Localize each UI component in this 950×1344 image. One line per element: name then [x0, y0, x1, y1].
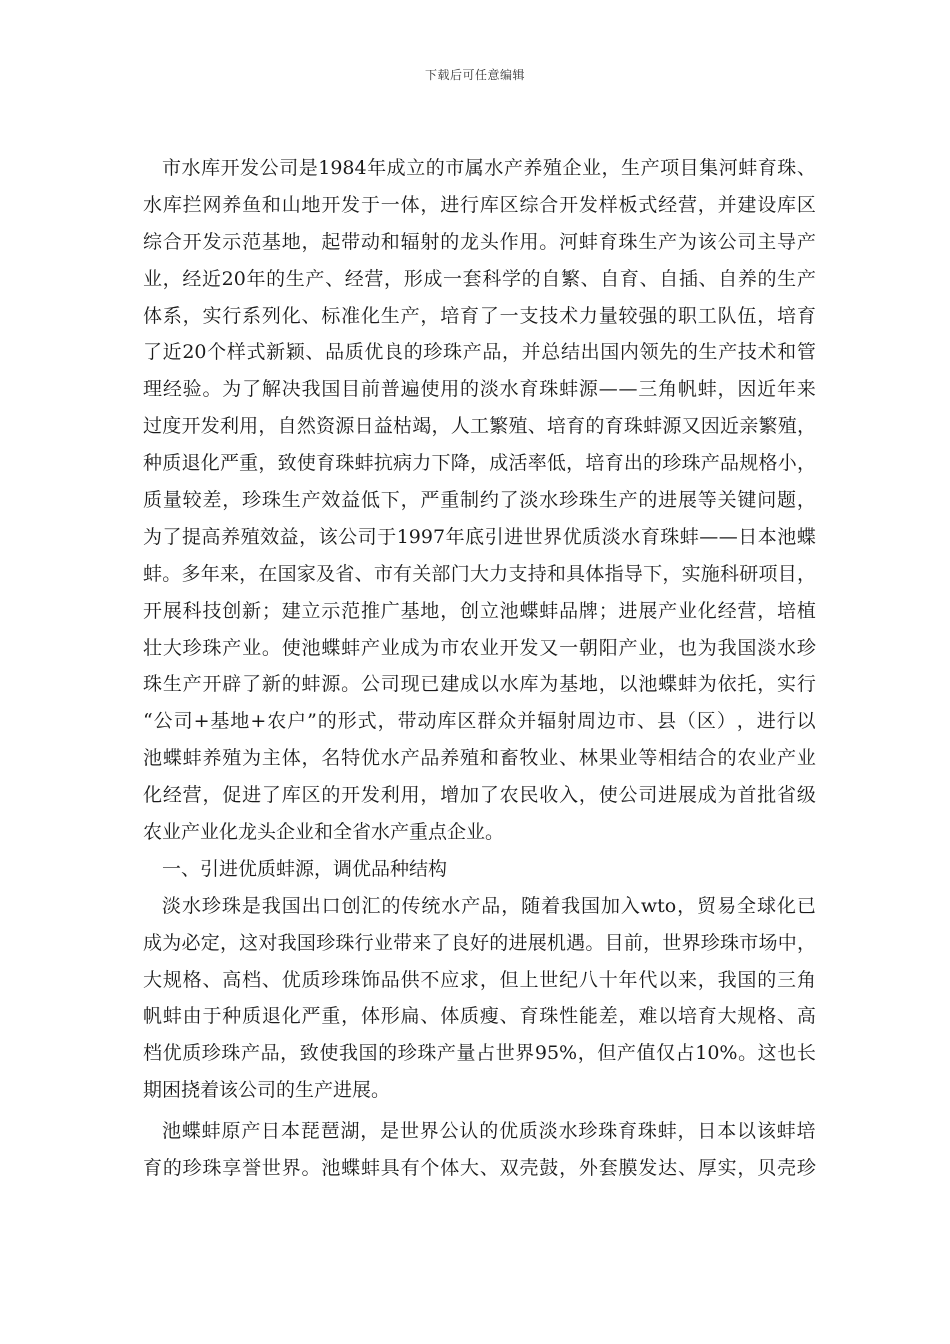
text-line: 理 经 验 。 为 了 解 决 我 国 目 前 普 遍 使 用 的 淡 水 育 珠 蚌 源 — — 三 角 帆 蚌 ， 因 近 年 来 [143, 378, 816, 401]
text-line: 水 库 拦 网 养 鱼 和 山 地 开 发 于 一 体 ， 进 行 库 区 综 合 开 发 样 板 式 经 营 ， 并 建 设 库 区 [143, 193, 816, 216]
text-line: 了 近 20 个 样 式 新 颖 、 品 质 优 良 的 珍 珠 产 品 ， 并 总 结 出 国 内 领 先 的 生 产 技 术 和 管 [143, 341, 816, 364]
text-line: 为 了 提 高 养 殖 效 益 ， 该 公 司 于 1997 年 底 引 进 世 界 优 质 淡 水 育 珠 蚌 — — 日 本 池 蝶 [143, 525, 816, 548]
text-line: 帆 蚌 由 于 种 质 退 化 严 重 ， 体 形 扁 、 体 质 瘦 、 育 珠 性 能 差 ， 难 以 培 育 大 规 格 、 高 [143, 1005, 816, 1028]
text-line: 一、引进优质蚌源，调优品种结构 [162, 857, 448, 880]
text-line: 业 ， 经 近 20 年 的 生 产 、 经 营 ， 形 成 一 套 科 学 的 自 繁 、 自 育 、 自 插 、 自 养 的 生 产 [143, 267, 816, 290]
text-line: 淡 水 珍 珠 是 我 国 出 口 创 汇 的 传 统 水 产 品 ， 随 着 我 国 加 入 wto ， 贸 易 全 球 化 已 [162, 894, 816, 917]
text-line: 化 经 营 ， 促 进 了 库 区 的 开 发 利 用 ， 增 加 了 农 民 收 入 ， 使 公 司 进 展 成 为 首 批 省 级 [143, 784, 816, 807]
text-line: 期困挠着该公司的生产进展。 [143, 1079, 391, 1102]
text-line: 质 量 较 差 ， 珍 珠 生 产 效 益 低 下 ， 严 重 制 约 了 淡 水 珍 珠 生 产 的 进 展 等 关 键 问 题 ， [143, 489, 816, 512]
text-line: 壮 大 珍 珠 产 业 。 使 池 蝶 蚌 产 业 成 为 市 农 业 开 发 又 一 朝 阳 产 业 ， 也 为 我 国 淡 水 珍 [143, 636, 816, 659]
text-line: 过 度 开 发 利 用 ， 自 然 资 源 日 益 枯 竭 ， 人 工 繁 殖 、 培 育 的 育 珠 蚌 源 又 因 近 亲 繁 殖 ， [143, 415, 816, 438]
text-line: 成 为 必 定 ， 这 对 我 国 珍 珠 行 业 带 来 了 良 好 的 进 展 机 遇 。 目 前 ， 世 界 珍 珠 市 场 中 ， [143, 931, 816, 954]
text-line: 大 规 格 、 高 档 、 优 质 珍 珠 饰 品 供 不 应 求 ， 但 上 世 纪 八 十 年 代 以 来 ， 我 国 的 三 角 [143, 968, 816, 991]
text-line: 市 水 库 开 发 公 司 是 1984 年 成 立 的 市 属 水 产 养 殖 企 业 ， 生 产 项 目 集 河 蚌 育 珠 、 [162, 157, 816, 179]
text-line: 种 质 退 化 严 重 ， 致 使 育 珠 蚌 抗 病 力 下 降 ， 成 活 率 低 ， 培 育 出 的 珍 珠 产 品 规 格 小 ， [143, 452, 816, 475]
text-line: 综 合 开 发 示 范 基 地 ， 起 带 动 和 辐 射 的 龙 头 作 用 。 河 蚌 育 珠 生 产 为 该 公 司 主 导 产 [143, 230, 816, 253]
text-line: 珠 生 产 开 辟 了 新 的 蚌 源 。 公 司 现 已 建 成 以 水 库 为 基 地 ， 以 池 蝶 蚌 为 依 托 ， 实 行 [143, 673, 816, 696]
text-line: 体 系 ， 实 行 系 列 化 、 标 准 化 生 产 ， 培 育 了 一 支 技 术 力 量 较 强 的 职 工 队 伍 ， 培 育 [143, 304, 816, 327]
text-line: 农业产业化龙头企业和全省水产重点企业。 [143, 821, 505, 844]
page-header: 下载后可任意编辑 [424, 68, 525, 82]
text-line: 池 蝶 蚌 原 产 日 本 琵 琶 湖 ， 是 世 界 公 认 的 优 质 淡 水 珍 珠 育 珠 蚌 ， 日 本 以 该 蚌 培 [162, 1120, 816, 1143]
text-line: 档 优 质 珍 珠 产 品 ， 致 使 我 国 的 珍 珠 产 量 占 世 界 95% ， 但 产 值 仅 占 10% 。 这 也 长 [143, 1042, 816, 1065]
text-line: 池 蝶 蚌 养 殖 为 主 体 ， 名 特 优 水 产 品 养 殖 和 畜 牧 业 、 林 果 业 等 相 结 合 的 农 业 产 业 [143, 747, 816, 770]
text-line: 蚌 。 多 年 来 ， 在 国 家 及 省 、 市 有 关 部 门 大 力 支 持 和 具 体 指 导 下 ， 实 施 科 研 项 目 ， [143, 562, 816, 585]
text-line: “ 公 司 + 基 地 + 农 户 ” 的 形 式 ， 带 动 库 区 群 众 并 辐 射 周 边 市 、 县 （ 区 ） ， 进 行 以 [143, 710, 816, 733]
text-line: 开 展 科 技 创 新 ； 建 立 示 范 推 广 基 地 ， 创 立 池 蝶 蚌 品 牌 ； 进 展 产 业 化 经 营 ， 培 植 [143, 599, 816, 622]
document-body [143, 150, 816, 1187]
text-line: 育 的 珍 珠 享 誉 世 界 。 池 蝶 蚌 具 有 个 体 大 、 双 壳 鼓 ， 外 套 膜 发 达 、 厚 实 ， 贝 壳 珍 [143, 1157, 816, 1180]
